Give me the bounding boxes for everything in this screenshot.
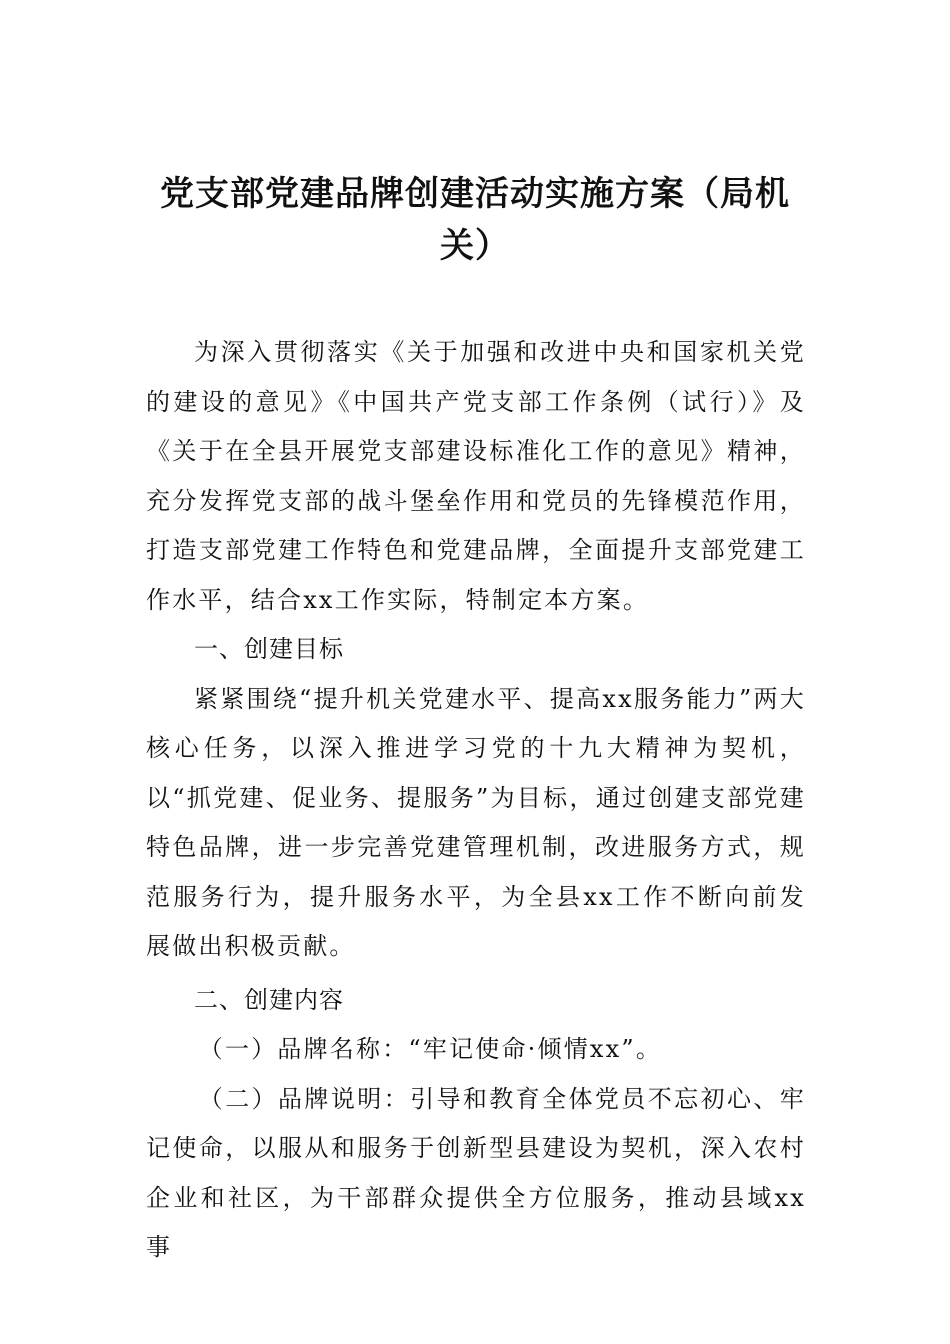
- section-1-heading: 一、创建目标: [194, 635, 344, 663]
- document-title: 党支部党建品牌创建活动实施方案（局机关）: [160, 174, 790, 266]
- section-2-item-1: （一）品牌名称：“牢记使命·倾情xx”。: [198, 1035, 663, 1063]
- document-body: [146, 328, 806, 1273]
- intro-paragraph: 为深入贯彻落实《关于加强和改进中央和国家机关党的建设的意见》《中国共产党支部工作条例（试行）》及《关于在全县开展党支部建设标准化工作的意见》精神，充分发挥党支部的战斗堡垒作用和党员的先锋模范作用，打造支部党建工作特色和党建品牌，全面提升支部党建工作水平，结合xx工作实际，特制定本方案。: [146, 338, 806, 614]
- section-2-heading: 二、创建内容: [194, 985, 344, 1014]
- section-2-item-2: （二）品牌说明：引导和教育全体党员不忘初心、牢记使命，以服从和服务于创新型县建设为契机，深入农村企业和社区，为干部群众提供全方位服务，推动县域xx事: [146, 1084, 806, 1261]
- section-1-paragraph: 紧紧围绕“提升机关党建水平、提高xx服务能力”两大核心任务，以深入推进学习党的十九大精神为契机，以“抓党建、促业务、提服务”为目标，通过创建支部党建特色品牌，进一步完善党建管理机制，改进服务方式，规范服务行为，提升服务水平，为全县xx工作不断向前发展做出积极贡献。: [146, 684, 806, 960]
